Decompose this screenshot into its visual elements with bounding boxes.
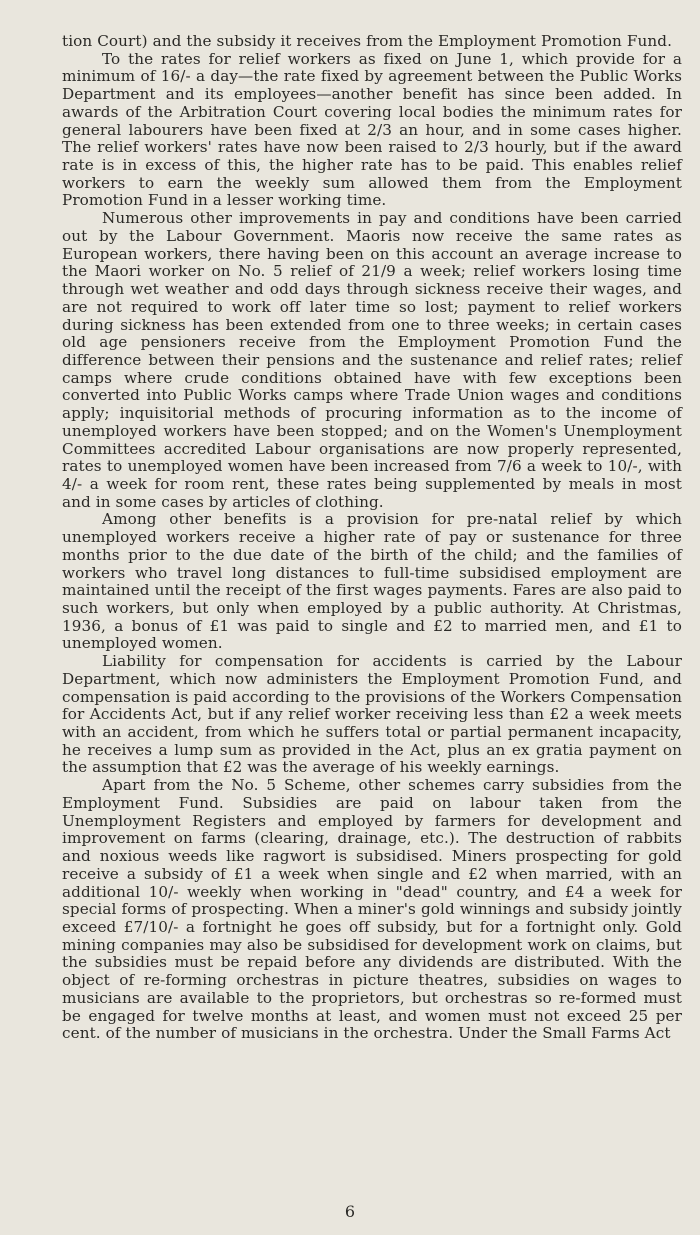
paragraph-improvements: Numerous other improvements in pay and conditions have been carried out by the Labour Government. Maoris now receive the same rates as European workers, there having been on this account an average increase to the Maori worker on No. 5 relief of 21/9 a week; relief workers losing time through wet weather and odd days through sickness receive their wages, and are not required to work off later time so lost; payment to relief workers during sickness has been extended from one to three weeks; in certain cases old age pensioners receive from the Employment Promotion Fund the difference between their pensions and the sustenance and relief rates; relief camps where crude conditions obtained have with few exceptions been converted into Public Works camps where Trade Union wages and conditions apply; inquisitorial methods of procuring information as to the income of unemployed workers have been stopped; and on the Women's Unemployment Committees accredited Labour organisations are now properly represented, rates to unemployed women have been increased from 7/6 a week to 10/-, with 4/- a week for room rent, these rates being supplemented by meals in most and in some cases by articles of clothing. <box>62 209 682 511</box>
paragraph-compensation: Liability for compensation for accidents is carried by the Labour Department, which now administers the Employment Promotion Fund, and compensation is paid according to the provisions of the Workers Compensation for Accidents Act, but if any relief worker receiving less than £2 a week meets with an accident, from which he suffers total or partial permanent incapacity, he receives a lump sum as provided in the Act, plus an ex gratia payment on the assumption that £2 was the average of his weekly earnings. <box>62 652 682 777</box>
page-number: 6 <box>344 1202 356 1221</box>
paragraph-subsidies: Apart from the No. 5 Scheme, other schemes carry subsidies from the Employment Fund. Subsidies are paid on labour taken from the Unemployment Registers and employed by farmers for development and improvement on farms (clearing, drainage, etc.). The destruction of rabbits and noxious weeds like ragwort is subsidised. Miners prospecting for gold receive a subsidy of £1 a week when single and £2 when married, with an additional 10/- weekly when working in "dead" country, and £4 a week for special forms of prospecting. When a miner's gold winnings and subsidy jointly exceed £7/10/- a fortnight he goes off subsidy, but for a fortnight only. Gold mining companies may also be subsidised for development work on claims, but the subsidies must be repaid before any dividends are distributed. With the object of re-forming orchestras in picture theatres, subsidies on wages to musicians are available to the proprietors, but orchestras so re-formed must be engaged for twelve months at least, and women must not exceed 25 per cent. of the number of musicians in the orchestra. Under the Small Farms Act <box>62 776 682 1043</box>
paragraph-continued: tion Court) and the subsidy it receives from the Employment Promotion Fund. <box>62 32 672 50</box>
paragraph-other-benefits: Among other benefits is a provision for pre-natal relief by which unemployed workers receive a higher rate of pay or sustenance for three months prior to the due date of the birth of the child; and the families of workers who travel long distances to full-time subsidised employment are maintained until the receipt of the first wages payments. Fares are also paid to such workers, but only when employed by a public authority. At Christmas, 1936, a bonus of £1 was paid to single and £2 to married men, and £1 to unemployed women. <box>62 510 682 653</box>
body-text <box>62 33 682 1043</box>
paragraph-relief-rates: To the rates for relief workers as fixed on June 1, which provide for a minimum of 16/- a day—the rate fixed by agreement between the Public Works Department and its employees—another benefit has since been added. In awards of the Arbitration Court covering local bodies the minimum rates for general labourers have been fixed at 2/3 an hour, and in some cases higher. The relief workers' rates have now been raised to 2/3 hourly, but if the award rate is in excess of this, the higher rate has to be paid. This enables relief workers to earn the weekly sum allowed them from the Employment Promotion Fund in a lesser working time. <box>62 49 682 210</box>
